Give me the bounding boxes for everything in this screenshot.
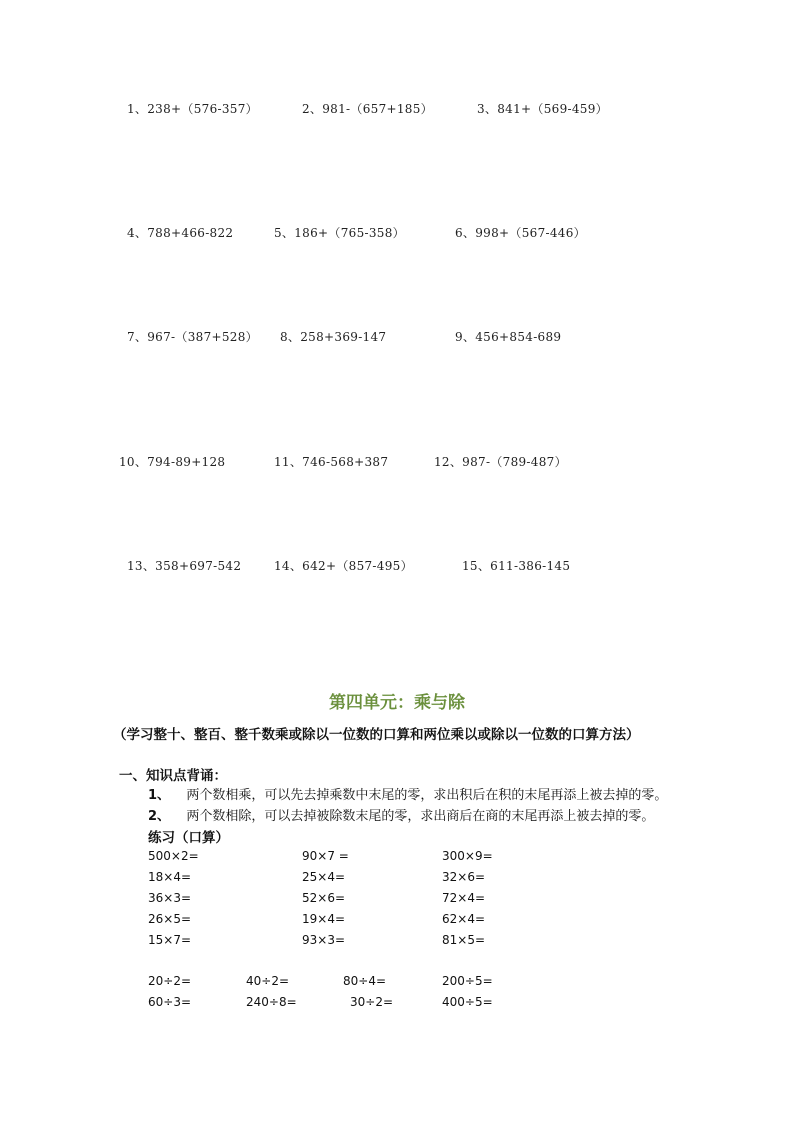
- problem-5: 5、186+（765-358）: [274, 226, 405, 240]
- problem-13: 13、358+697-542: [127, 559, 242, 573]
- div-exercise: 20÷2=: [148, 974, 192, 988]
- problem-1: 1、238+（576-357）: [127, 102, 258, 116]
- problem-11: 11、746-568+387: [274, 455, 389, 469]
- section-heading: 一、知识点背诵：: [119, 768, 227, 784]
- mult-exercise: 15×7=: [148, 933, 192, 947]
- mult-exercise: 36×3=: [148, 891, 192, 905]
- div-exercise: 40÷2=: [246, 974, 290, 988]
- mult-exercise: 26×5=: [148, 912, 192, 926]
- mult-exercise: 300×9=: [442, 849, 493, 863]
- problem-10: 10、794-89+128: [119, 455, 226, 469]
- knowledge-point-2: [148, 805, 654, 824]
- knowledge-point-1: [148, 784, 667, 803]
- problem-14: 14、642+（857-495）: [274, 559, 413, 573]
- div-exercise: 400÷5=: [442, 995, 493, 1009]
- mult-exercise: 81×5=: [442, 933, 486, 947]
- problem-15: 15、611-386-145: [462, 559, 571, 573]
- div-exercise: 60÷3=: [148, 995, 192, 1009]
- problem-8: 8、258+369-147: [280, 330, 387, 344]
- mult-exercise: 19×4=: [302, 912, 346, 926]
- point-number: 2、: [148, 809, 171, 824]
- unit-title: 第四单元：乘与除: [329, 693, 465, 713]
- point-text: 两个数相除，可以去掉被除数末尾的零，求出商后在商的末尾再添上被去掉的零。: [186, 809, 655, 824]
- problem-7: 7、967-（387+528）: [127, 330, 258, 344]
- point-number: 1、: [148, 788, 171, 803]
- problem-2: 2、981-（657+185）: [302, 102, 433, 116]
- mult-exercise: 93×3=: [302, 933, 346, 947]
- mult-exercise: 18×4=: [148, 870, 192, 884]
- mult-exercise: 25×4=: [302, 870, 346, 884]
- problem-12: 12、987-（789-487）: [434, 455, 567, 469]
- problem-6: 6、998+（567-446）: [455, 226, 586, 240]
- problem-9: 9、456+854-689: [455, 330, 562, 344]
- mult-exercise: 90×7 =: [302, 849, 349, 863]
- problem-3: 3、841+（569-459）: [477, 102, 608, 116]
- mult-exercise: 72×4=: [442, 891, 486, 905]
- practice-heading: 练习（口算）: [148, 830, 229, 846]
- mult-exercise: 52×6=: [302, 891, 346, 905]
- problem-4: 4、788+466-822: [127, 226, 234, 240]
- point-text: 两个数相乘，可以先去掉乘数中末尾的零，求出积后在积的末尾再添上被去掉的零。: [186, 788, 668, 803]
- div-exercise: 240÷8=: [246, 995, 297, 1009]
- mult-exercise: 500×2=: [148, 849, 199, 863]
- mult-exercise: 62×4=: [442, 912, 486, 926]
- div-exercise: 200÷5=: [442, 974, 493, 988]
- unit-subtitle: （学习整十、整百、整千数乘或除以一位数的口算和两位乘以或除以一位数的口算方法）: [113, 727, 640, 743]
- div-exercise: 80÷4=: [343, 974, 387, 988]
- mult-exercise: 32×6=: [442, 870, 486, 884]
- div-exercise: 30÷2=: [350, 995, 394, 1009]
